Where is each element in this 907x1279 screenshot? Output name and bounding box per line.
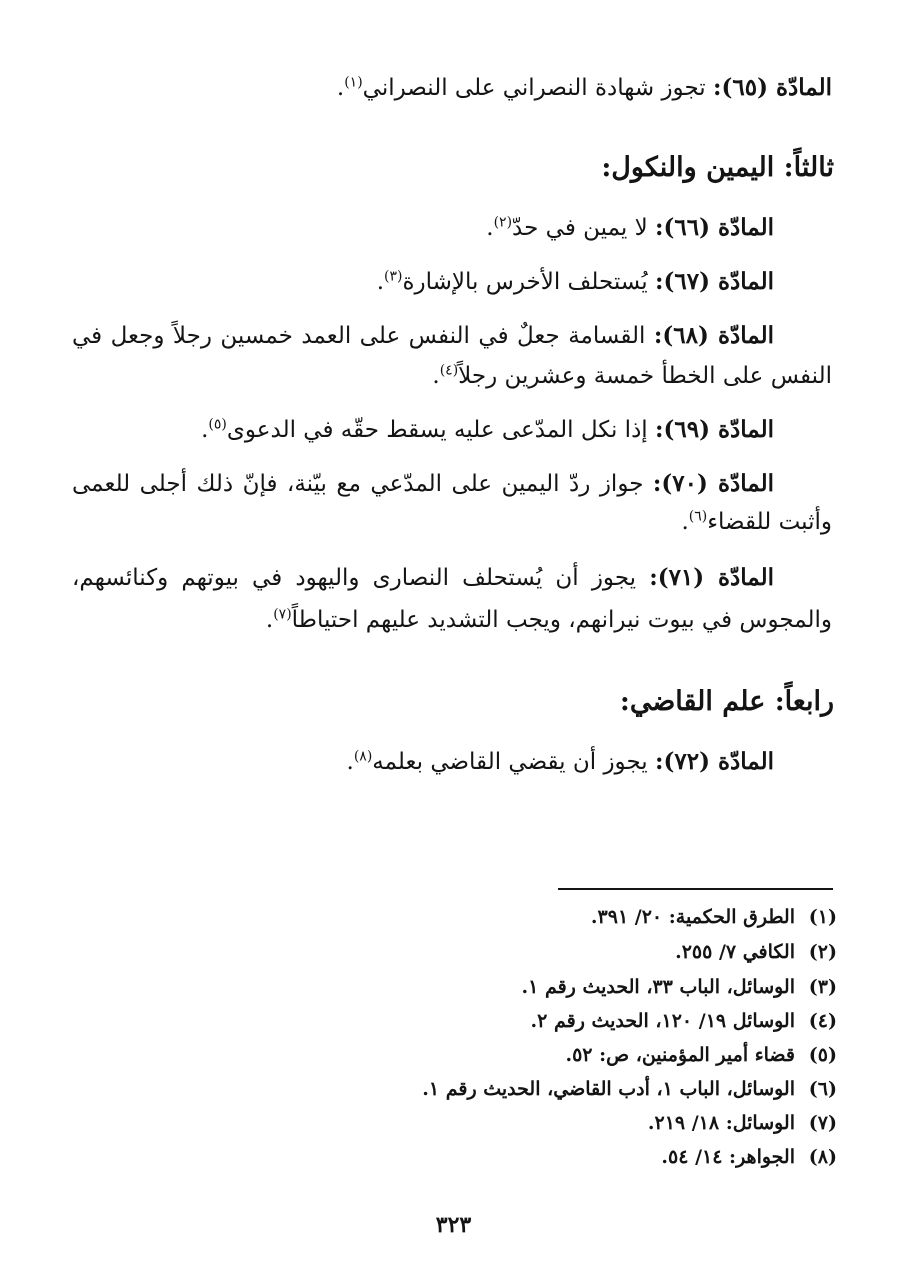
article-67 bbox=[377, 266, 774, 298]
article-66 bbox=[486, 212, 774, 244]
article-71-line-2 bbox=[266, 604, 832, 636]
footnote-2 bbox=[675, 939, 837, 965]
article-label: المادّة (٦٧): bbox=[655, 268, 774, 295]
footnote-7 bbox=[648, 1110, 837, 1136]
footnote-1 bbox=[591, 904, 837, 930]
footnote-ref: (٣) bbox=[384, 268, 403, 285]
footnote-text: الجواهر: ١٤/ ٥٤. bbox=[661, 1146, 795, 1168]
page-number: ٣٢٣ bbox=[435, 1212, 472, 1238]
article-end: . bbox=[346, 749, 354, 775]
footnote-ref: (١) bbox=[344, 74, 363, 91]
article-end: . bbox=[486, 215, 494, 241]
footnote-ref: (٢) bbox=[493, 214, 513, 231]
article-text: إذا نكل المدّعى عليه يسقط حقّه في الدعوى bbox=[226, 417, 656, 443]
article-72 bbox=[347, 746, 774, 778]
article-68-line-1 bbox=[72, 320, 832, 352]
article-end: . bbox=[432, 363, 440, 389]
article-label: المادّة (٦٨): bbox=[653, 322, 774, 349]
article-label: المادّة (٦٥): bbox=[713, 74, 832, 101]
article-text: القسامة جعلٌ في النفس على العمد خمسين رجلاً وجعل في bbox=[72, 323, 654, 349]
article-69 bbox=[201, 414, 774, 446]
footnote-ref: (٨) bbox=[353, 748, 373, 765]
article-end: . bbox=[376, 269, 385, 295]
footnote-8 bbox=[661, 1144, 837, 1170]
footnote-text: قضاء أمير المؤمنين، ص: ٥٢. bbox=[565, 1044, 795, 1066]
section-heading-judge-knowledge: رابعاً: علم القاضي: bbox=[619, 686, 834, 717]
article-70-line-2 bbox=[681, 506, 832, 538]
article-text: تجوز شهادة النصراني على النصراني bbox=[362, 75, 714, 101]
footnote-number: (٥) bbox=[808, 1044, 837, 1066]
article-text: جواز ردّ اليمين على المدّعي مع بيّنة، فإنّ ذلك أجلى للعمى bbox=[72, 471, 653, 497]
footnote-3 bbox=[521, 974, 837, 1000]
footnote-divider bbox=[558, 888, 833, 890]
article-text: يجوز أن يقضي القاضي بعلمه bbox=[372, 749, 656, 775]
footnote-number: (٣) bbox=[808, 976, 837, 998]
article-end: . bbox=[336, 75, 345, 101]
article-text-continued: والمجوس في بيوت نيرانهم، ويجب التشديد عليهم احتياطاً bbox=[291, 607, 832, 633]
article-text-continued: وأثبت للقضاء bbox=[707, 509, 832, 535]
footnote-6 bbox=[422, 1076, 837, 1102]
footnote-ref: (٦) bbox=[688, 508, 708, 525]
footnote-number: (١) bbox=[808, 906, 837, 928]
article-label: المادّة (٧١): bbox=[649, 564, 774, 591]
footnote-ref: (٥) bbox=[208, 416, 227, 433]
article-label: المادّة (٦٦): bbox=[655, 214, 774, 241]
footnote-text: الكافي ٧/ ٢٥٥. bbox=[675, 941, 795, 963]
footnote-text: الوسائل ١٩/ ١٢٠، الحديث رقم ٢. bbox=[530, 1010, 795, 1032]
footnote-number: (٢) bbox=[808, 941, 837, 963]
footnote-text: الوسائل، الباب ٣٣، الحديث رقم ١. bbox=[521, 976, 795, 998]
footnote-ref: (٤) bbox=[439, 362, 459, 379]
article-text-continued: النفس على الخطأ خمسة وعشرين رجلاً bbox=[458, 363, 832, 389]
article-label: المادّة (٦٩): bbox=[655, 416, 774, 443]
article-71-line-1 bbox=[72, 562, 832, 594]
footnote-text: الوسائل: ١٨/ ٢١٩. bbox=[647, 1112, 795, 1134]
article-70-line-1 bbox=[72, 468, 832, 500]
article-end: . bbox=[265, 607, 274, 633]
article-text: يجوز أن يُستحلف النصارى واليهود في بيوتهم وكنائسهم، bbox=[72, 565, 650, 591]
article-68-line-2 bbox=[432, 360, 832, 392]
footnote-ref: (٧) bbox=[273, 606, 292, 623]
footnote-text: الطرق الحكمية: ٢٠/ ٣٩١. bbox=[590, 906, 795, 928]
footnote-number: (٤) bbox=[808, 1010, 837, 1032]
footnote-4 bbox=[531, 1008, 837, 1034]
footnote-number: (٨) bbox=[808, 1146, 837, 1168]
article-label: المادّة (٧٢): bbox=[655, 748, 774, 775]
article-text: لا يمين في حدّ bbox=[512, 215, 656, 241]
footnote-number: (٧) bbox=[808, 1112, 837, 1134]
article-text: يُستحلف الأخرس بالإشارة bbox=[402, 269, 656, 295]
article-label: المادّة (٧٠): bbox=[652, 470, 774, 497]
footnote-text: الوسائل، الباب ١، أدب القاضي، الحديث رقم ١. bbox=[422, 1078, 795, 1100]
footnote-5 bbox=[565, 1042, 837, 1068]
section-heading-oath: ثالثاً: اليمين والنكول: bbox=[601, 152, 834, 183]
footnote-number: (٦) bbox=[808, 1078, 837, 1100]
article-end: . bbox=[201, 417, 209, 443]
article-end: . bbox=[681, 509, 689, 535]
article-65 bbox=[337, 72, 832, 104]
